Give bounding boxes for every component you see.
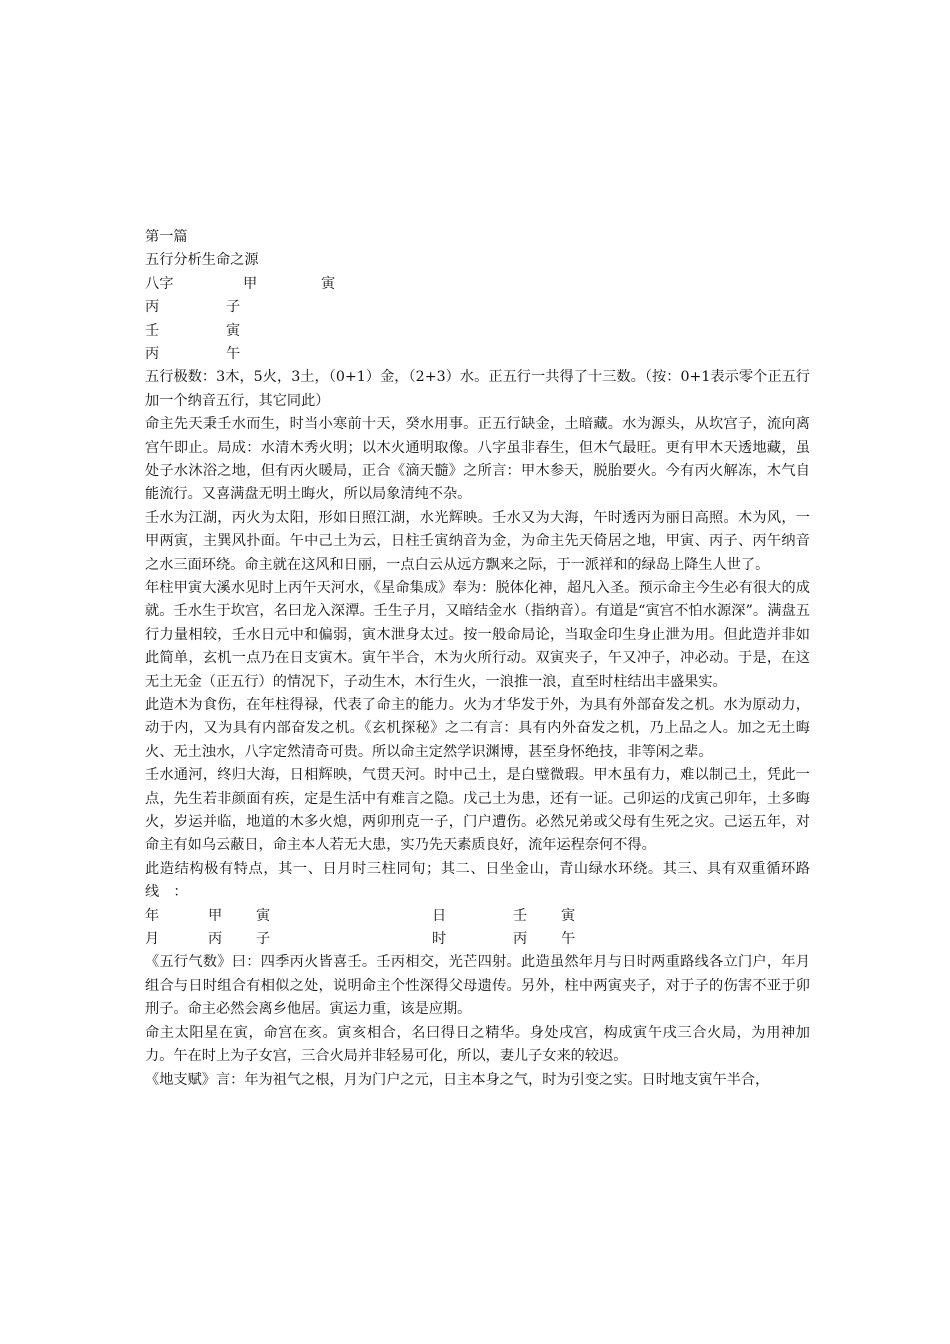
document-body (145, 226, 810, 1092)
route-day-branch: 寅 (561, 907, 576, 924)
route-row-2 (145, 928, 810, 951)
route-row-1 (145, 905, 810, 928)
paragraph: 命主太阳星在寅，命宫在亥。寅亥相合，名曰得日之精华。身处戌宫，构成寅午戌三合火局，为用神加力。午在时上为子女宫，三合火局并非轻易可化，所以，妻儿子女来的较迟。 (145, 1024, 810, 1065)
route-day-stem: 壬 (513, 907, 528, 924)
bazi-year-branch: 寅 (321, 275, 336, 292)
bazi-hour-stem: 丙 (145, 345, 160, 362)
bazi-day-stem: 壬 (145, 322, 160, 339)
bazi-label: 八字 (145, 275, 174, 292)
bazi-row-1 (145, 273, 810, 296)
route-year-branch: 寅 (256, 907, 271, 924)
paragraph: 此造木为食伤，在年柱得禄，代表了命主的能力。火为才华发于外，为具有外部奋发之机。水为原动力，动于内，又为具有内部奋发之机。《玄机探秘》之二有言：具有内外奋发之机，乃上品之人。加之无土晦火、无土浊水，八字定然清奇可贵。所以命主定然学识渊博，甚至身怀绝技，非等闲之辈。 (145, 697, 810, 760)
paragraph: 壬水通河，终归大海，日相辉映，气贯天河。时中己土，是白璧微瑕。甲木虽有力，难以制己土，凭此一点，先生若非颜面有疾，定是生活中有难言之隐。戊己土为患，还有一证。己卯运的戊寅己卯年，土多晦火，岁运并临，地道的木多火熄，两卯刑克一子，门户遭伤。必然兄弟或父母有生死之灾。己运五年，对命主有如乌云蔽日，命主本人若无大患，实乃先天素质良好，流年运程奈何不得。 (145, 767, 810, 854)
paragraph: 年柱甲寅大溪水见时上丙午天河水，《星命集成》奉为：脱体化神，超凡入圣。预示命主今生必有很大的成就。壬水生于坎宫，名曰龙入深潭。壬生子月，又暗结金水（指纳音）。有道是“寅宫不怕水源深”。满盘五行力量相较，壬水日元中和偏弱，寅木泄身太过。按一般命局论，当取金印生身止泄为用。但此造并非如此简单，玄机一点乃在日支寅木。寅午半合，木为火所行动。双寅夹子，午又冲子，冲必动。于是，在这无土无金（正五行）的情况下，子动生木，木行生火，一浪推一浪，直至时柱结出丰盛果实。 (145, 580, 810, 690)
route-month-branch: 子 (256, 931, 271, 948)
bazi-row-4 (145, 343, 810, 366)
bazi-hour-branch: 午 (226, 345, 241, 362)
paragraph: 《五行气数》曰：四季丙火皆喜壬。壬丙相交，光芒四射。此造虽然年月与日时两重路线各立门户，年月组合与日时组合有相似之处，说明命主个性深得父母遗传。另外，柱中两寅夹子，对于子的伤害不亚于卯刑子。命主必然会离乡他居。寅运力重，该是应期。 (145, 954, 810, 1018)
paragraph: 五行极数：3木，5火，3土，（0+1）金，（2+3）水。正五行一共得了十三数。（按：0+1表示零个正五行加一个纳音五行，其它同此） (145, 369, 810, 409)
paragraph: 壬水为江湖，丙火为太阳，形如日照江湖，水光辉映。壬水又为大海，午时透丙为丽日高照。木为风，一甲两寅，主巽风扑面。午中己土为云，日柱壬寅纳音为金，为命主先天倚居之地，甲寅、丙子、丙午纳音之水三面环绕。命主就在这风和日丽，一点白云从远方飘来之际，于一派祥和的绿岛上降生人世了。 (145, 509, 810, 573)
route-year-stem: 甲 (208, 907, 223, 924)
bazi-month-branch: 子 (226, 299, 241, 316)
route-year-label: 年 (145, 907, 160, 924)
route-hour-label: 时 (432, 931, 447, 948)
route-hour-branch: 午 (561, 931, 576, 948)
bazi-year-stem: 甲 (243, 275, 258, 292)
chapter-subtitle: 五行分析生命之源 (145, 252, 259, 269)
bazi-row-3 (145, 320, 810, 343)
chapter-title: 第一篇 (145, 229, 188, 245)
route-hour-stem: 丙 (513, 931, 528, 948)
bazi-month-stem: 丙 (145, 299, 160, 316)
route-month-label: 月 (145, 931, 160, 948)
route-month-stem: 丙 (208, 931, 223, 948)
bazi-row-2 (145, 296, 810, 319)
paragraph: 《地支赋》言：年为祖气之根，月为门户之元，日主本身之气，时为引变之实。日时地支寅午半合， (145, 1071, 770, 1088)
paragraph: 命主先天秉壬水而生，时当小寒前十天，癸水用事。正五行缺金，土暗藏。水为源头，从坎宫子，流向离宫午即止。局成：水清木秀火明；以木火通明取像。八字虽非春生，但木气最旺。更有甲木天透地藏，虽处子水沐浴之地，但有丙火暖局，正合《滴天髓》之所言：甲木参天，脱胎要火。今有丙火解冻，木气自能流行。又喜满盘无明土晦火，所以局象清纯不杂。 (145, 416, 810, 503)
paragraph: 此造结构极有特点，其一、日月时三柱同旬；其二、日坐金山，青山绿水环绕。其三、具有双重循环路线 ： (145, 860, 810, 901)
bazi-day-branch: 寅 (226, 322, 241, 339)
route-day-label: 日 (432, 907, 447, 924)
